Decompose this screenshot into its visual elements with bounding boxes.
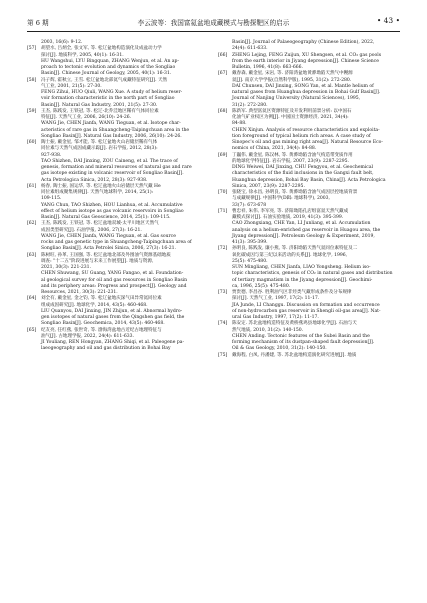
reference-line: effect of helium isotope as gas volcanic reservoirs in Songliao <box>41 208 184 214</box>
right-column <box>218 40 398 359</box>
reference-number: [73] <box>218 290 228 295</box>
reference-line: 孙明良, 陈践发, 廉小燕, 等. 济阳坳陷天然气氦同位素特征及二 <box>232 246 358 252</box>
reference-line: Jiyang depression[J]. Petroleum Geology & Experiment, 2019, <box>232 233 375 239</box>
reference-number: [67] <box>218 71 228 77</box>
reference-line: Songliao Basin[J]. Natural Gas Industry, 2006, 26(10): 24-26. <box>41 133 182 139</box>
reference-line: 纪友亮, 任红燕, 张世奇, 等. 渤海湾盆地古近纪古地理特征与 <box>41 327 162 333</box>
reference-line: 41(3): 395-399. <box>232 240 268 245</box>
reference-line: 陈树旺, 孙革, 王国强, 等. 松辽盆地北部及外围油气资源基础地质 <box>41 252 171 258</box>
reference-line: tion foreground of typical helium rich areas. A case study of <box>232 133 371 139</box>
reference-line: 同位素与天然气成因成藏示踪[J]. 岩石学报, 2012, 28(3): <box>41 146 158 152</box>
reference-line: 然气地质, 2010, 31(2): 140-150. <box>232 327 304 333</box>
reference-line: CHEN Anding. Tectonic features of the Subei Basin and the <box>232 333 370 339</box>
reference-line: voir formation characteristic in the north part of Songliao <box>41 96 175 102</box>
reference-line: DAI Chunsen, DAI Jinxing, SONG Yan, et al. Mantle helium of <box>232 83 374 89</box>
reference-line: Sinica, 2007, 23(9): 2287-2295. <box>232 183 305 189</box>
reference-line: 张晓宝, 徐永昌, 孙明良, 等. 黄骅坳陷含油气成因层控地质背景 <box>232 190 358 195</box>
reference-entry <box>27 78 207 109</box>
reference-entry <box>218 53 398 72</box>
page-number: • 43 • <box>376 16 400 25</box>
reference-line: ca, 1996, 25(5): 475-480. <box>232 283 291 289</box>
reference-line: Journal of Nanjing University (Natural Sciences), 1995, <box>232 96 361 102</box>
reference-line: SUN Mingliang, CHEN Jianfa, LIAO Yongsheng. Helium iso- <box>232 265 371 270</box>
reference-line: 2021, 30(3): 221-231. <box>41 265 92 270</box>
reference-line: analysis on a helium-enriched gas reservoir in Huagou area, the <box>232 227 381 233</box>
reference-line: Basin[J]. Chinese Journal of Geology, 2005, 40(1): 16-31. <box>41 71 172 77</box>
running-title: 李云波等：我国富氦盆地成藏模式与勘探靶区的启示 <box>137 19 290 27</box>
reference-line: 同位素组成聚集规律[J]. 天然气地球科学, 2014, 25(1): <box>41 190 154 195</box>
reference-entry <box>27 221 207 252</box>
reference-entry <box>27 46 207 77</box>
reference-line: 油气[J]. 古地理学报, 2022, 24(4): 611-633. <box>41 333 134 339</box>
reference-line: of tertiary magmatism in the Jiyang depression[J]. Geochimi- <box>232 277 373 283</box>
reference-line: 陶士振, 戴金星, 邹才能, 等. 松辽盆地火山岩储层稀有气体 <box>41 140 158 145</box>
reference-line: Basin[J]. Natural Gas Geoscience, 2014, 25(1): 109-115. <box>41 215 171 220</box>
reference-entry <box>27 140 207 184</box>
issue-number: 第 6 期 <box>27 19 49 27</box>
reference-number: [62] <box>27 221 37 227</box>
reference-number: [60] <box>27 140 37 145</box>
reference-line: YANG Chun, TAO Shizhen, HOU Lianhua, et al. Accumulative <box>41 202 183 208</box>
reference-line: 探讨[J]. 天然气工业, 1997, 17(2): 11-17. <box>232 296 320 302</box>
reference-continuation-line: Basin[J]. Journal of Palaeogeography (Chinese Edition), 2022, <box>232 40 375 45</box>
reference-line: 藏模式探讨[J]. 石油实验地质, 2019, 41(3): 395-399. <box>232 215 344 220</box>
reference-line: nomics of China, 2021, 34(4): 84-88. <box>232 146 317 152</box>
reference-number: [58] <box>27 77 37 83</box>
reference-entry <box>218 246 398 290</box>
reference-line: WANG Jie, CHEN Jianfa, WANG Tieguan, et al. Gas source <box>41 233 176 239</box>
reference-line: 氦[J]. 南京大学学报(自然科学版), 1995, 31(2): 272-280. <box>232 77 352 83</box>
reference-number: [66] <box>218 52 228 58</box>
reference-line: ZHENG Lejing, FENG Zuijun, XU Shengsen, et al. CO₂ gas pools <box>232 52 382 58</box>
reference-line: gas isotope existing in volcanic reservoir of Songliao Basin[J]. <box>41 171 184 177</box>
reference-line: Huanghua depression, Bohai Bay Basin, China[J]. Acta Petrologica <box>232 177 386 183</box>
reference-number: [70] <box>218 190 228 195</box>
reference-number: [64] <box>27 296 37 302</box>
reference-line: 109-115. <box>41 196 62 202</box>
reference-line: 组成成因研究[J]. 地球化学, 2014, 43(5): 460-468. <box>41 302 148 308</box>
reference-line: forming mechanism of its dustpan-shaped fault depression[J]. <box>232 340 375 345</box>
reference-entry <box>27 253 207 297</box>
reference-line: genesis, formation and mineral resources of natural gas and rare <box>41 165 192 170</box>
reference-entry <box>27 184 207 222</box>
reference-line: 陈安定. 苏北盆地构造特征及黄桥燕鸡县地球化学[J]. 石油与天 <box>232 321 357 327</box>
reference-line: 王杰, 陈践发, 王铁冠, 等. 松辽-北乔洼地区稀有气体同位素 <box>41 108 159 114</box>
reference-continuation-line: 2003, 16(6): 9-12. <box>41 40 83 45</box>
reference-number: [69] <box>218 152 228 158</box>
reference-line: Resources, 2021, 30(3): 221-231. <box>41 290 118 295</box>
reference-line: Basin[J]. Natural Gas Industry, 2001, 21(5): 27-30. <box>41 102 158 108</box>
reference-line: 气工业, 2001, 21(5): 27-30. <box>41 83 102 89</box>
reference-entry <box>218 109 398 153</box>
reference-line: al geological survey for oil and gas resources in Songliao Basin <box>41 277 188 283</box>
reference-continuation-line: 24(4): 611-633. <box>232 46 268 52</box>
reference-line: of non-hydrocarbon gas reservoir in Shengli oil-gas area[J]. Nat- <box>232 308 381 314</box>
reference-number: [71] <box>218 208 228 214</box>
reference-line: 探讨[J]. 地质科学, 2005, 40(1): 16-31. <box>41 52 124 58</box>
reference-line: FENG Zihui, HUO Qiuli, WANG Xue. A study of helium reser- <box>41 90 183 95</box>
reference-entry <box>27 296 207 327</box>
reference-line: 31(2): 272-280. <box>232 102 268 108</box>
reference-line: 戴海程, 白凤, 丹潘建, 等. 苏北盆地构造演化研究进展[J]. 地质 <box>232 352 357 358</box>
reference-line: 胡望水, 吕炳全, 张文军, 等. 松辽盆地构造演化及成盆动力学 <box>41 46 162 52</box>
reference-line: 调查: "十二五"阶段进展与未来工作展望[J]. 地质与资源, <box>41 258 154 264</box>
reference-entry <box>218 353 398 359</box>
reference-line: CHEN Xinjun. Analysis of resource characteristics and exploita- <box>232 127 380 133</box>
reference-line: Sinopec's oil and gas mining right area[J]. Natural Resource Eco- <box>232 140 383 145</box>
reference-line: Songliao Basin[J]. Acta Petrolei Sinica, 2006, 27(3): 16-21. <box>41 246 176 252</box>
reference-line: natural gases from Huanghua depression in Bohai Gulf Basin[J]. <box>232 90 381 95</box>
reference-line: 特征[J]. 天然气工业, 2006, 26(10): 24-26. <box>41 115 132 120</box>
reference-number: [63] <box>27 252 37 258</box>
reference-line: 化油气矿业权区为例[J]. 中国国土资源经济, 2021, 34(4): <box>232 115 349 120</box>
reference-line: acteristics of rare gas in Shuangcheng-Taipingchuan area in the <box>41 127 190 133</box>
reference-line: 84-88. <box>232 121 247 127</box>
reference-line: WANG Jie, CHEN Jianfa, WANG Tieguan, et al. Isotope char- <box>41 121 181 127</box>
reference-line: Acta Petrologica Sinica, 2012, 28(3): 927-938. <box>41 177 148 183</box>
reference-line: laeogeography and oil and gas distribution in Bohai Bay <box>41 346 171 352</box>
reference-line: characteristics of the fluid inclusions in the Gangxi fault belt, <box>232 171 374 177</box>
reference-line: HU Wangshui, LYU Bingquan, ZHANG Wenjun, et al. An ap- <box>41 58 179 64</box>
reference-entry <box>218 190 398 209</box>
reference-line: proach to tectonic evolution and dynamics of the Songliao <box>41 65 176 70</box>
reference-line: topic characteristics, genesis of CO₂ in natural gases and distribution <box>232 271 393 277</box>
reference-number: [65] <box>27 327 37 333</box>
reference-line: 贾贵德, 李昌谷. 胜利油气区非烃类气藏形成条件及分布规律 <box>232 290 352 295</box>
reference-line: 927-938. <box>41 152 62 158</box>
reference-number: [74] <box>218 321 228 327</box>
reference-line: 25(5): 475-480. <box>232 258 268 264</box>
reference-line: gen isotopes of natural gases from the Qingshen gas field, the <box>41 315 185 320</box>
reference-line: 丁巍伟, 戴金星, 陈汉林, 等. 黄骅坳陷含油气构造带变质作用 <box>232 152 353 158</box>
reference-number: [68] <box>218 108 228 114</box>
reference-entry <box>218 321 398 352</box>
reference-entry <box>27 328 207 353</box>
reference-number: [72] <box>218 246 228 252</box>
reference-line: 与成藏规律[J]. 中国科学(D辑: 地球科学), 2003, <box>232 196 330 202</box>
reference-line: ural Gas Industry, 1997, 17(2): 11-17. <box>232 315 319 320</box>
reference-number: [61] <box>27 183 37 189</box>
reference-line: 的地球化学特征[J]. 岩石学报, 2007, 23(9): 2287-2295. <box>232 158 349 164</box>
reference-line: 刘全有, 戴金星, 金之钧, 等. 松辽盆地庆深气田异常氦同位素 <box>41 296 162 302</box>
reference-line: Songliao Basin[J]. Geochemica, 2014, 43(5): 460-468. <box>41 321 165 327</box>
reference-line: DING Weiwei, DAI Jinxing, CHU Fengyou, et al. Geochemical <box>232 165 374 170</box>
left-column <box>27 40 207 353</box>
reference-line: and its periphery areas: Progress and prospect[J]. Geology and <box>41 283 187 289</box>
reference-line: 冯子辉, 霍秋立, 王雪. 松辽盆地北部氦气成藏特征研究[J]. 天然 <box>41 77 168 83</box>
reference-entry <box>218 209 398 247</box>
reference-line: LIU Quanyou, DAI Jinxing, JIN Zhijun, et al. Abnormal hydro- <box>41 308 183 314</box>
reference-line: 成因类型研究[J]. 石油学报, 2006, 27(3): 16-21. <box>41 227 142 233</box>
reference-entry <box>218 71 398 109</box>
reference-entry <box>218 290 398 321</box>
reference-line: 杨春, 陶士振, 国运华, 等. 松辽盆地火山岩储层天然气藏 He <box>41 183 161 189</box>
reference-line: Bulletin, 1996, 41(8): 663-666. <box>232 65 303 70</box>
reference-line: CHEN Shuwang, SU Guang, YANG Fangao, et al. Foundation- <box>41 271 184 277</box>
reference-line: JI Youliang, REN Hongyan, ZHANG Shiqi, et al. Paleogene pa- <box>41 340 185 345</box>
reference-entry <box>27 109 207 140</box>
reference-line: CAO Zhongxiang, CHE Yan, LI Junliang, et al. Accumulation <box>232 221 371 227</box>
reference-number: [59] <box>27 108 37 114</box>
reference-line: Oil & Gas Geology, 2010, 31(2): 140-150. <box>232 346 327 352</box>
reference-line: 氧化碳成因与第三纪以来活动的关系[J]. 地球化学, 1996, <box>232 252 348 258</box>
reference-line: rocks and gas genetic type in Shuangcheng-Taipingchuan area of <box>41 240 192 245</box>
reference-line: TAO Shizhen, DAI Jinxing, ZOU Caineng, et al. The trace of <box>41 158 178 164</box>
running-header <box>27 12 400 32</box>
reference-line: 33(7): 673-678 <box>232 202 267 208</box>
reference-number: [75] <box>218 352 228 358</box>
reference-line: from the earth interior in Jiyang depression[J]. Chinese Science <box>232 58 379 64</box>
reference-entry <box>218 153 398 191</box>
reference-number: [57] <box>27 46 37 52</box>
reference-line: 陈新军. 典型富氦区资源特征及开发利用前景分析: 以中国石 <box>232 108 352 114</box>
reference-line: 王杰, 陈践发, 王铁冠, 等. 松辽盆地双城-太平川地区天然气 <box>41 221 159 227</box>
reference-line: JIA Junde, LI Changgu. Discussion on formation and occurrence <box>232 302 380 308</box>
reference-line: 戴春森, 戴金星, 宋岩, 等. 济阳湾盆地黄骅坳陷天然气中幔源 <box>232 71 353 77</box>
reference-line: 曹忠祥, 朱伟, 李军亮, 等. 济阳坳陷孔店组富氦天然气藏成 <box>232 208 349 214</box>
